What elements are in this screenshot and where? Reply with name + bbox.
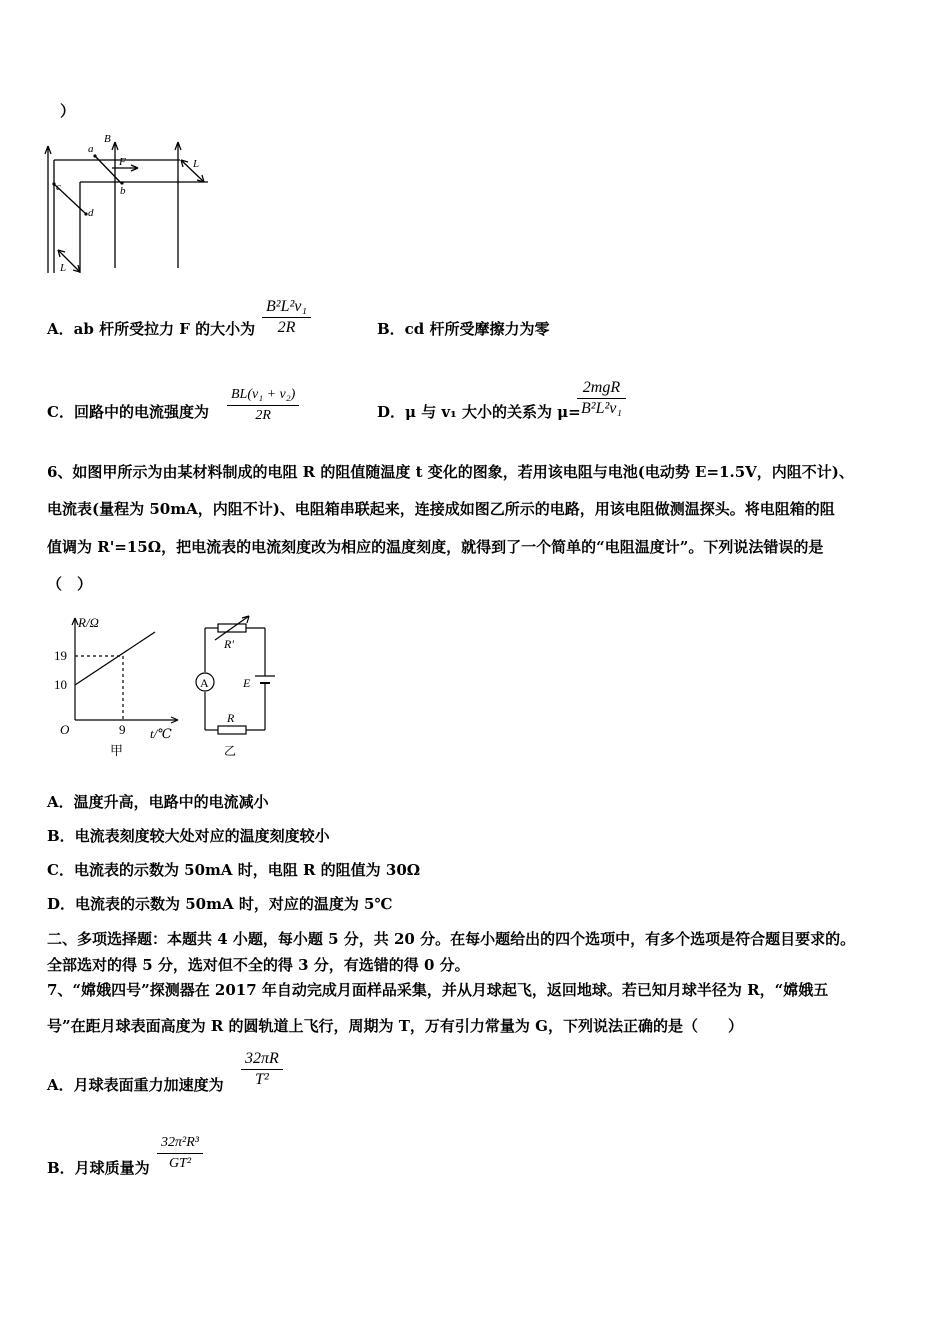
graph-y19: 19: [54, 648, 67, 663]
q6-option-b: B．电流表刻度较大处对应的温度刻度较小: [47, 827, 330, 845]
graph-origin: O: [60, 722, 70, 737]
label-L-bottom: L: [60, 262, 67, 274]
q7-line-1: 7、“嫦娥四号”探测器在 2017 年自动完成月面样品采集，并从月球起飞，返回地球。若已知月球半径为 R，“嫦娥五: [47, 981, 829, 999]
q7-option-a-num: 32πR: [245, 1050, 279, 1067]
q5-option-c-den: 2R: [255, 408, 271, 423]
q6-line-4: （ ）: [47, 575, 93, 593]
section2-line-1: 二、多项选择题：本题共 4 小题，每小题 5 分，共 20 分。在每小题给出的四个选项中，有多个选项是符合题目要求的。: [47, 930, 856, 948]
q6-option-d: D．电流表的示数为 50mA 时，对应的温度为 5℃: [47, 895, 393, 913]
q5-option-b: B．cd 杆所受摩擦力为零: [377, 320, 550, 338]
q6-option-a: A．温度升高，电路中的电流减小: [47, 793, 269, 811]
label-b: b: [120, 185, 126, 197]
q7-option-b-num: 32π²R³: [161, 1135, 199, 1150]
q6-circuit-yi: [185, 610, 285, 760]
q5-option-d-fraction: [577, 378, 626, 419]
q7-option-b-den: GT²: [168, 1156, 192, 1171]
circuit-emf: E: [243, 676, 251, 690]
q5-option-a-den: 2R: [277, 319, 296, 336]
q7-option-a-fraction: [241, 1049, 283, 1090]
q6-line-1: 6、如图甲所示为由某材料制成的电阻 R 的阻值随温度 t 变化的图象，若用该电阻与电池(电动势 E=1.5V，内阻不计)、: [47, 463, 854, 481]
q6-line-3: 值调为 R'=15Ω，把电流表的电流刻度改为相应的温度刻度，就得到了一个简单的“电阻温度计”。下列说法错误的是: [47, 538, 824, 556]
label-B: B: [104, 133, 111, 145]
label-d: d: [88, 207, 94, 219]
q5-option-a-fraction: [262, 297, 311, 338]
section2-line-2: 全部选对的得 5 分，选对但不全的得 3 分，有选错的得 0 分。: [47, 956, 470, 974]
graph-x9: 9: [119, 722, 126, 737]
q5-option-a: A．ab 杆所受拉力 F 的大小为: [47, 320, 256, 338]
circuit-ammeter: A: [200, 676, 209, 690]
q5-bracket: ）: [60, 102, 76, 120]
q5-option-c-fraction: [227, 385, 299, 426]
graph-y10: 10: [54, 677, 67, 692]
circuit-r: R: [227, 711, 235, 725]
q5-option-d-den: B²L²v₁: [581, 400, 622, 417]
q5-option-d-num: 2mgR: [582, 379, 621, 396]
q6-graph-jia: [50, 610, 190, 760]
graph-caption: 甲: [110, 743, 124, 758]
circuit-rprime: R': [224, 637, 234, 651]
q5-rail-figure: [40, 128, 220, 278]
label-a: a: [88, 143, 94, 155]
graph-ylabel: R/Ω: [78, 615, 99, 630]
q7-option-b-fraction: [157, 1133, 203, 1174]
q5-option-d: D．μ 与 v₁ 大小的关系为 μ=: [377, 403, 581, 421]
q6-line-2: 电流表(量程为 50mA，内阻不计)、电阻箱串联起来，连接成如图乙所示的电路，用该电阻做测温探头。将电阻箱的阻: [47, 500, 835, 518]
q7-option-b: B．月球质量为: [47, 1159, 150, 1177]
q5-option-c: C．回路中的电流强度为: [47, 403, 209, 421]
label-F: F: [119, 156, 126, 168]
q7-option-a: A．月球表面重力加速度为: [47, 1076, 224, 1094]
q7-line-2: 号”在距月球表面高度为 R 的圆轨道上飞行，周期为 T，万有引力常量为 G，下列说法正确的是（ ）: [47, 1017, 743, 1035]
circuit-caption: 乙: [224, 744, 237, 758]
label-L-top: L: [193, 158, 200, 170]
graph-xlabel: t/℃: [150, 726, 172, 741]
label-c: c: [56, 181, 61, 193]
q5-option-c-num: BL(v₁ + v₂): [231, 387, 296, 402]
q7-option-a-den: T²: [255, 1071, 269, 1088]
q5-option-a-num: B²L²v₁: [266, 298, 307, 315]
q6-option-c: C．电流表的示数为 50mA 时，电阻 R 的阻值为 30Ω: [47, 861, 421, 879]
